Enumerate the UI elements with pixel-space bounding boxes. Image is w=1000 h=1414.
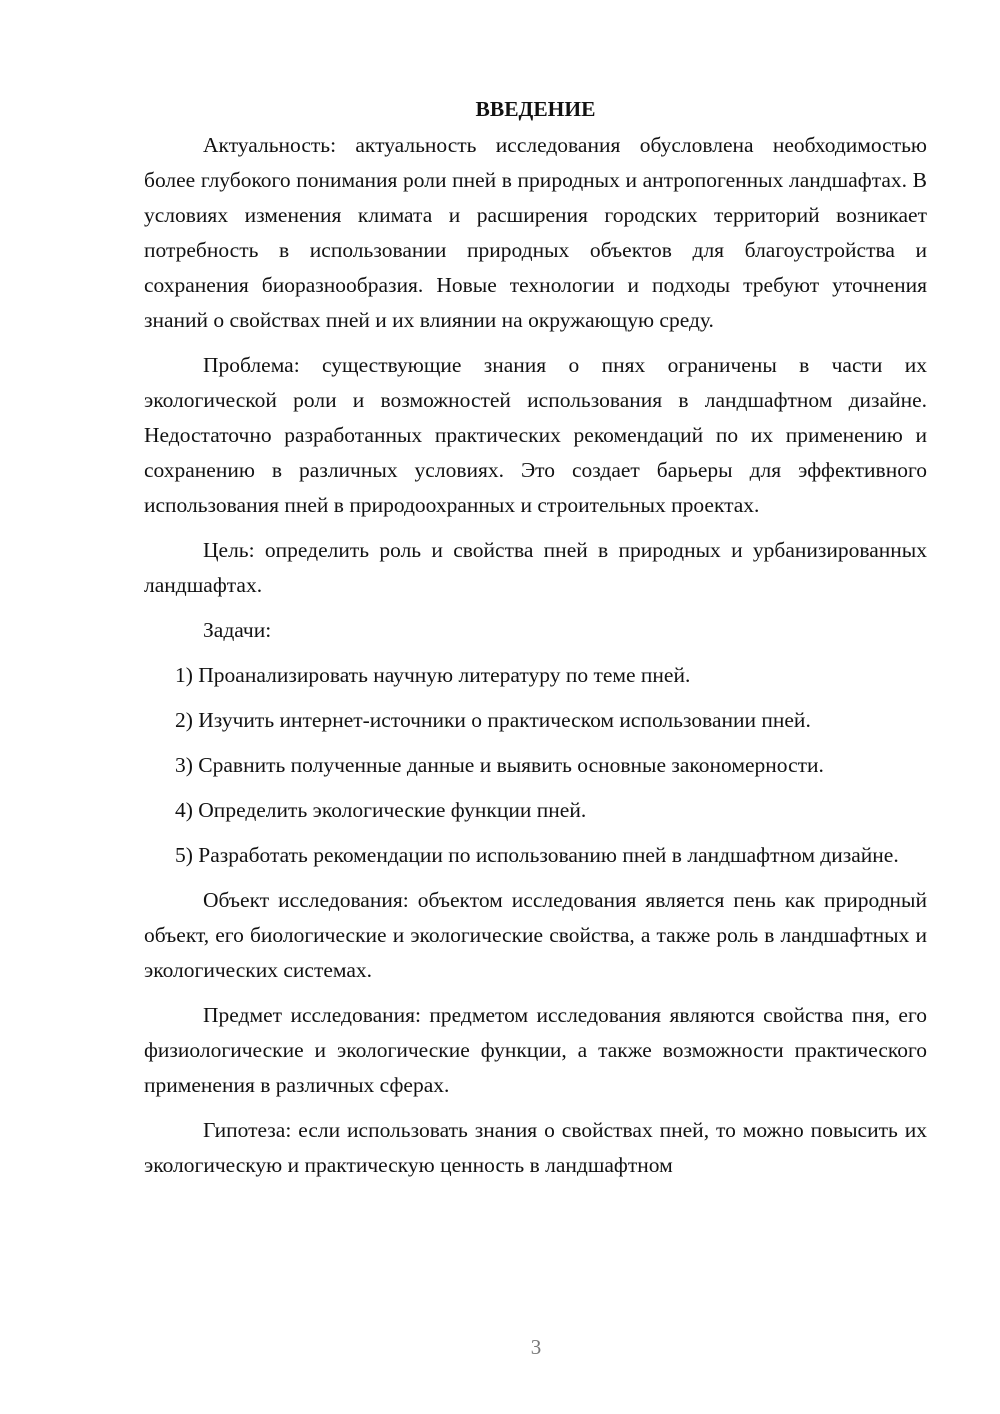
paragraph-problem: Проблема: существующие знания о пнях ограничены в части их экологической роли и возможностей использования в ландшафтном дизайне. Недостаточно разработанных практических рекомендаций по их применению и сохранению в различных условиях. Это создает барьеры для эффективного использования пней в природоохранных и строительных проектах. bbox=[144, 353, 927, 517]
paragraph-goal: Цель: определить роль и свойства пней в природных и урбанизированных ландшафтах. bbox=[144, 538, 927, 597]
page-number: 3 bbox=[530, 1335, 542, 1359]
task-item: 4) Определить экологические функции пней. bbox=[175, 798, 587, 822]
tasks-list bbox=[144, 658, 927, 873]
paragraph-relevance: Актуальность: актуальность исследования обусловлена необходимостью более глубокого понимания роли пней в природных и антропогенных ландшафтах. В условиях изменения климата и расширения городских территорий возникает потребность в использовании природных объектов для благоустройства и сохранения биоразнообразия. Новые технологии и подходы требуют уточнения знаний о свойствах пней и их влиянии на окружающую среду. bbox=[144, 133, 927, 332]
task-item: 3) Сравнить полученные данные и выявить основные закономерности. bbox=[175, 753, 824, 777]
paragraph-hypothesis: Гипотеза: если использовать знания о свойствах пней, то можно повысить их экологическую и практическую ценность в ландшафтном bbox=[144, 1118, 927, 1177]
paragraph-object: Объект исследования: объектом исследования является пень как природный объект, его биологические и экологические свойства, а также роль в ландшафтных и экологических системах. bbox=[144, 888, 927, 982]
paragraph-subject: Предмет исследования: предметом исследования являются свойства пня, его физиологические и экологические функции, а также возможности практического применения в различных сферах. bbox=[144, 1003, 927, 1097]
task-item: 2) Изучить интернет-источники о практическом использовании пней. bbox=[175, 708, 811, 732]
document-body bbox=[144, 92, 927, 1193]
section-heading: ВВЕДЕНИЕ bbox=[475, 97, 596, 121]
task-item: 1) Проанализировать научную литературу по теме пней. bbox=[175, 663, 691, 687]
tasks-label: Задачи: bbox=[203, 618, 272, 642]
task-item: 5) Разработать рекомендации по использованию пней в ландшафтном дизайне. bbox=[175, 843, 899, 867]
